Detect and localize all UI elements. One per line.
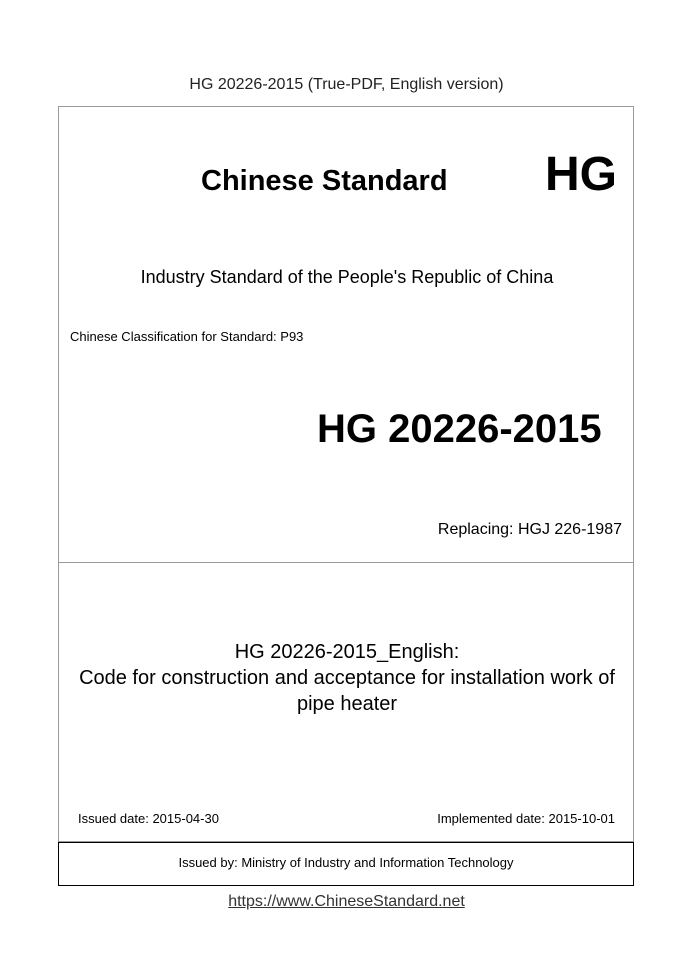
cover-subtitle: Industry Standard of the People's Republic of China <box>140 267 554 287</box>
implemented-date: Implemented date: 2015-10-01 <box>437 811 615 826</box>
classification-text: Chinese Classification for Standard: P93 <box>70 329 304 344</box>
website-link[interactable]: https://www.ChineseStandard.net <box>228 893 465 910</box>
cover-box <box>58 106 634 842</box>
document-header: HG 20226-2015 (True-PDF, English version) <box>189 76 504 93</box>
standard-number: HG 20226-2015 <box>317 407 602 451</box>
title-line-3: pipe heater <box>296 693 398 715</box>
issued-date: Issued date: 2015-04-30 <box>78 811 219 826</box>
footer <box>0 893 693 911</box>
document-title <box>59 639 635 717</box>
standard-mark: HG <box>545 148 617 201</box>
title-line-1: HG 20226-2015_English: <box>234 641 460 663</box>
section-divider <box>59 562 633 563</box>
issuer-text: Issued by: Ministry of Industry and Information Technology <box>178 855 514 870</box>
issuer-box <box>58 842 634 886</box>
replacing-text: Replacing: HGJ 226-1987 <box>437 521 622 538</box>
cover-heading: Chinese Standard <box>201 165 448 197</box>
title-line-2: Code for construction and acceptance for installation work of <box>79 667 615 689</box>
